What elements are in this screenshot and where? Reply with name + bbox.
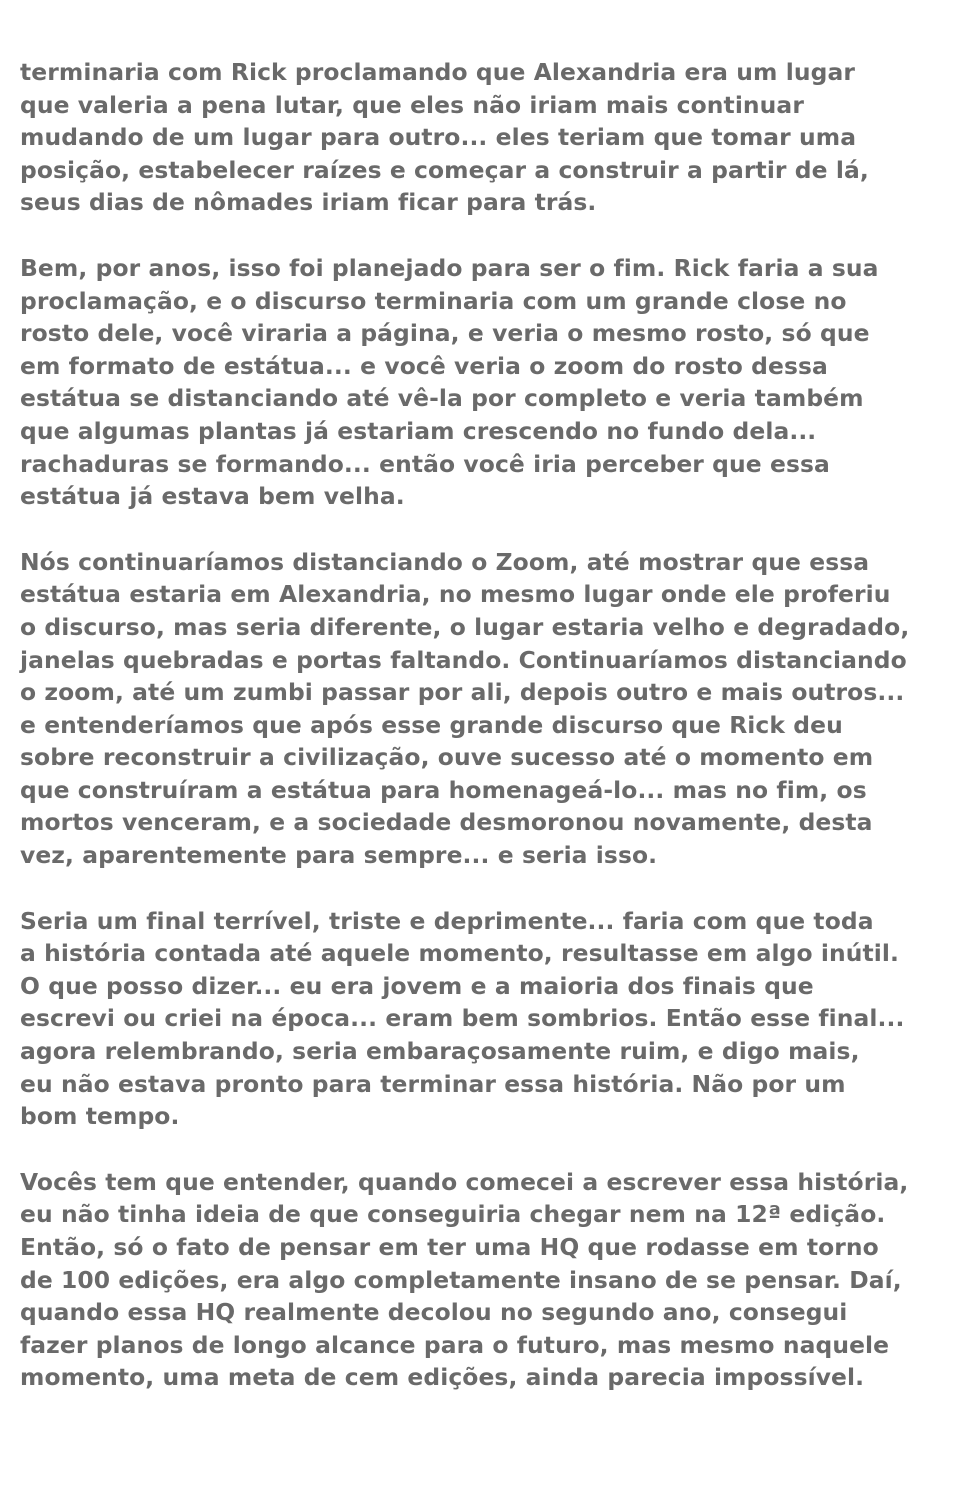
- text-line: seus dias de nômades iriam ficar para trás.: [20, 188, 597, 217]
- text-line: Nós continuaríamos distanciando o Zoom, até mostrar que essa: [20, 547, 870, 576]
- text-line: de 100 edições, era algo completamente insano de se pensar. Daí,: [20, 1265, 902, 1294]
- text-line: mudando de um lugar para outro... eles teriam que tomar uma: [20, 123, 857, 152]
- text-line: Então, só o fato de pensar em ter uma HQ que rodasse em torno: [20, 1233, 879, 1261]
- text-line: rachaduras se formando... então você iria perceber que essa: [20, 449, 830, 478]
- text-line: eu não tinha ideia de que conseguiria chegar nem na 12ª edição.: [20, 1200, 886, 1229]
- text-line: a história contada até aquele momento, resultasse em algo inútil.: [20, 939, 899, 968]
- text-line: vez, aparentemente para sempre... e seria isso.: [20, 841, 658, 870]
- text-line: momento, uma meta de cem edições, ainda parecia impossível.: [20, 1363, 865, 1392]
- document-page: [20, 56, 970, 1427]
- text-line: sobre reconstruir a civilização, ouve sucesso até o momento em: [20, 743, 874, 772]
- text-line: estátua estaria em Alexandria, no mesmo lugar onde ele proferiu: [20, 580, 891, 609]
- text-line: terminaria com Rick proclamando que Alexandria era um lugar: [20, 58, 855, 86]
- text-line: o zoom, até um zumbi passar por ali, depois outro e mais outros...: [20, 678, 905, 707]
- text-line: que construíram a estátua para homenageá-lo... mas no fim, os: [20, 775, 867, 804]
- text-line: escrevi ou criei na época... eram bem sombrios. Então esse final...: [20, 1004, 905, 1033]
- text-line: bom tempo.: [20, 1102, 180, 1131]
- paragraph-1: [20, 56, 970, 219]
- text-line: mortos venceram, e a sociedade desmoronou novamente, desta: [20, 808, 873, 837]
- paragraph-3: [20, 546, 970, 872]
- text-line: janelas quebradas e portas faltando. Continuaríamos distanciando: [20, 645, 907, 674]
- paragraph-5: [20, 1166, 970, 1394]
- text-line: e entenderíamos que após esse grande discurso que Rick deu: [20, 710, 843, 739]
- text-line: eu não estava pronto para terminar essa história. Não por um: [20, 1069, 846, 1098]
- text-line: estátua já estava bem velha.: [20, 482, 405, 511]
- text-line: agora relembrando, seria embaraçosamente ruim, e digo mais,: [20, 1037, 860, 1066]
- text-line: que algumas plantas já estariam crescendo no fundo dela...: [20, 416, 817, 445]
- text-line: o discurso, mas seria diferente, o lugar estaria velho e degradado,: [20, 612, 910, 641]
- paragraph-2: [20, 252, 970, 513]
- text-line: Seria um final terrível, triste e deprimente... faria com que toda: [20, 906, 874, 935]
- paragraph-4: [20, 905, 970, 1133]
- text-line: que valeria a pena lutar, que eles não iriam mais continuar: [20, 90, 804, 119]
- text-line: quando essa HQ realmente decolou no segundo ano, consegui: [20, 1298, 848, 1327]
- text-line: posição, estabelecer raízes e começar a construir a partir de lá,: [20, 155, 869, 184]
- text-line: em formato de estátua... e você veria o zoom do rosto dessa: [20, 351, 828, 380]
- text-line: Vocês tem que entender, quando comecei a escrever essa história,: [20, 1167, 909, 1196]
- text-line: Bem, por anos, isso foi planejado para ser o fim. Rick faria a sua: [20, 253, 879, 282]
- text-line: proclamação, e o discurso terminaria com um grande close no: [20, 286, 847, 315]
- text-line: estátua se distanciando até vê-la por completo e veria também: [20, 384, 864, 413]
- text-line: fazer planos de longo alcance para o futuro, mas mesmo naquele: [20, 1330, 890, 1359]
- text-line: rosto dele, você viraria a página, e veria o mesmo rosto, só que: [20, 319, 870, 348]
- text-line: O que posso dizer... eu era jovem e a maioria dos finais que: [20, 971, 814, 1000]
